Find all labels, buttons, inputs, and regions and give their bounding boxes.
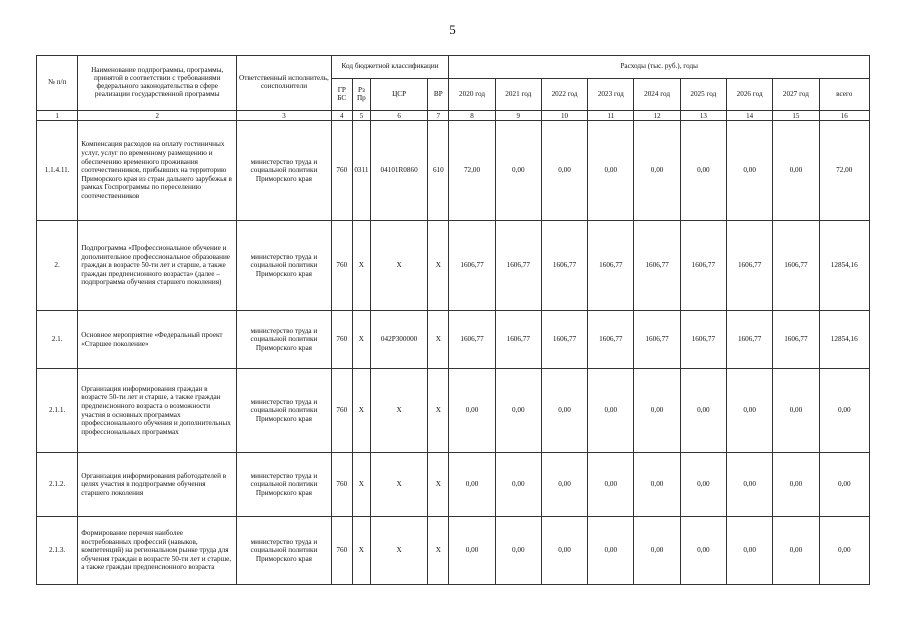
row-value: 0,00 — [449, 453, 495, 517]
row-value: 1606,77 — [634, 311, 680, 369]
row-num: 1.1.4.11. — [37, 121, 78, 221]
page-number: 5 — [449, 22, 456, 37]
row-csr: X — [370, 517, 427, 585]
row-vr: X — [428, 453, 449, 517]
row-value: 1606,77 — [541, 311, 587, 369]
row-grbs: 760 — [331, 121, 352, 221]
row-value: 12854,16 — [819, 221, 869, 311]
row-value: 0,00 — [634, 517, 680, 585]
row-vr: X — [428, 221, 449, 311]
row-value: 0,00 — [726, 369, 772, 453]
row-value: 0,00 — [541, 121, 587, 221]
row-executor: министерство труда и социальной политики Приморского края — [237, 369, 332, 453]
row-value: 0,00 — [541, 517, 587, 585]
column-number: 6 — [370, 111, 427, 121]
header-expenses: Расходы (тыс. руб.), годы — [449, 56, 870, 79]
row-value: 0,00 — [495, 121, 541, 221]
row-executor: министерство труда и социальной политики Приморского края — [237, 121, 332, 221]
column-number: 13 — [680, 111, 726, 121]
row-vr: 610 — [428, 121, 449, 221]
column-number: 16 — [819, 111, 869, 121]
row-num: 2.1.3. — [37, 517, 78, 585]
column-number: 11 — [588, 111, 634, 121]
row-name: Формирование перечня наиболее востребованных профессий (навыков, компетенций) на региональном рынке труда для обучения граждан в возрасте 50-ти лет и старше, а также граждан предпенсионного возраста — [78, 517, 237, 585]
row-value: 12854,16 — [819, 311, 869, 369]
row-name: Организация информирования работодателей в целях участия в подпрограмме обучения старшего поколения — [78, 453, 237, 517]
header-year: 2024 год — [634, 79, 680, 111]
row-value: 1606,77 — [773, 221, 819, 311]
row-value: 0,00 — [634, 121, 680, 221]
row-csr: 04101R0860 — [370, 121, 427, 221]
row-value: 1606,77 — [541, 221, 587, 311]
header-year: 2023 год — [588, 79, 634, 111]
row-grbs: 760 — [331, 517, 352, 585]
header-year: 2021 год — [495, 79, 541, 111]
row-value: 0,00 — [773, 369, 819, 453]
row-grbs: 760 — [331, 311, 352, 369]
row-value: 0,00 — [726, 517, 772, 585]
row-value: 0,00 — [541, 369, 587, 453]
column-number: 8 — [449, 111, 495, 121]
row-value: 0,00 — [588, 121, 634, 221]
table-row — [37, 453, 870, 517]
row-executor: министерство труда и социальной политики Приморского края — [237, 453, 332, 517]
table-row — [37, 311, 870, 369]
row-value: 1606,77 — [726, 221, 772, 311]
header-year: 2022 год — [541, 79, 587, 111]
column-number: 10 — [541, 111, 587, 121]
table-row — [37, 121, 870, 221]
row-value: 1606,77 — [495, 221, 541, 311]
row-value: 72,00 — [819, 121, 869, 221]
column-number: 3 — [237, 111, 332, 121]
header-budget-code: Код бюджетной классификации — [331, 56, 449, 79]
row-value: 0,00 — [726, 121, 772, 221]
row-value: 1606,77 — [634, 221, 680, 311]
row-value: 0,00 — [680, 517, 726, 585]
header-year: 2026 год — [726, 79, 772, 111]
row-value: 0,00 — [680, 453, 726, 517]
header-year: 2020 год — [449, 79, 495, 111]
row-csr: X — [370, 369, 427, 453]
row-value: 0,00 — [819, 517, 869, 585]
column-number: 7 — [428, 111, 449, 121]
row-num: 2. — [37, 221, 78, 311]
header-vr: ВР — [428, 79, 449, 111]
row-vr: X — [428, 369, 449, 453]
header-year: 2027 год — [773, 79, 819, 111]
table-row — [37, 517, 870, 585]
row-rzpr: X — [352, 517, 370, 585]
column-number: 9 — [495, 111, 541, 121]
table-row — [37, 369, 870, 453]
row-value: 1606,77 — [773, 311, 819, 369]
row-csr: 042P300000 — [370, 311, 427, 369]
row-value: 0,00 — [819, 453, 869, 517]
budget-table — [36, 55, 870, 585]
row-value: 0,00 — [680, 121, 726, 221]
row-name: Основное мероприятие «Федеральный проект «Старшее поколение» — [78, 311, 237, 369]
row-value: 0,00 — [449, 517, 495, 585]
header-num: № п/п — [37, 56, 78, 111]
row-value: 1606,77 — [588, 221, 634, 311]
row-executor: министерство труда и социальной политики Приморского края — [237, 311, 332, 369]
row-csr: X — [370, 453, 427, 517]
table-row — [37, 221, 870, 311]
column-number: 4 — [331, 111, 352, 121]
row-value: 0,00 — [541, 453, 587, 517]
row-vr: X — [428, 311, 449, 369]
row-value: 1606,77 — [680, 221, 726, 311]
row-executor: министерство труда и социальной политики Приморского края — [237, 221, 332, 311]
row-rzpr: X — [352, 311, 370, 369]
row-value: 1606,77 — [495, 311, 541, 369]
row-csr: X — [370, 221, 427, 311]
row-num: 2.1. — [37, 311, 78, 369]
header-name: Наименование подпрограммы, программы, принятой в соответствии с требованиями федерального законодательства в сфере реализации государственной программы — [78, 56, 237, 111]
row-value: 0,00 — [634, 453, 680, 517]
header-csr: ЦСР — [370, 79, 427, 111]
column-number: 1 — [37, 111, 78, 121]
row-value: 0,00 — [819, 369, 869, 453]
row-value: 0,00 — [588, 517, 634, 585]
row-rzpr: 0311 — [352, 121, 370, 221]
row-grbs: 760 — [331, 453, 352, 517]
row-name: Подпрограмма «Профессиональное обучение и дополнительное профессиональное образование граждан в возрасте 50-ти лет и старше, а также граждан предпенсионного возраста» (далее – подпрограмма обучения старшего поколения) — [78, 221, 237, 311]
row-value: 1606,77 — [588, 311, 634, 369]
row-rzpr: X — [352, 221, 370, 311]
row-num: 2.1.1. — [37, 369, 78, 453]
row-value: 0,00 — [495, 453, 541, 517]
row-value: 0,00 — [634, 369, 680, 453]
row-rzpr: X — [352, 369, 370, 453]
row-value: 1606,77 — [726, 311, 772, 369]
header-year: 2025 год — [680, 79, 726, 111]
row-rzpr: X — [352, 453, 370, 517]
row-value: 0,00 — [726, 453, 772, 517]
row-grbs: 760 — [331, 221, 352, 311]
header-year: всего — [819, 79, 869, 111]
row-num: 2.1.2. — [37, 453, 78, 517]
row-value: 0,00 — [773, 121, 819, 221]
row-value: 0,00 — [588, 453, 634, 517]
row-name: Организация информирования граждан в возрасте 50-ти лет и старше, а также граждан предпенсионного возраста о возможности участия в основных программах профессионального обучения и дополнительных профессиональных программах — [78, 369, 237, 453]
header-executor: Ответственный исполнитель, соисполнители — [237, 56, 332, 111]
header-grbs: ГР БС — [331, 79, 352, 111]
row-value: 0,00 — [773, 453, 819, 517]
column-number: 5 — [352, 111, 370, 121]
row-value: 0,00 — [773, 517, 819, 585]
column-number: 15 — [773, 111, 819, 121]
row-value: 1606,77 — [449, 221, 495, 311]
row-name: Компенсация расходов на оплату гостиничных услуг, услуг по временному размещению и обеспечению временного проживания соотечественников, прибывших на территорию Приморского края из стран дальнего зарубежья в рамках Госпрограммы по переселению соотечественников — [78, 121, 237, 221]
header-rzpr: Рз Пр — [352, 79, 370, 111]
row-value: 72,00 — [449, 121, 495, 221]
row-value: 1606,77 — [449, 311, 495, 369]
column-number: 14 — [726, 111, 772, 121]
row-value: 0,00 — [495, 369, 541, 453]
row-value: 0,00 — [588, 369, 634, 453]
row-value: 1606,77 — [680, 311, 726, 369]
row-executor: министерство труда и социальной политики Приморского края — [237, 517, 332, 585]
column-number: 12 — [634, 111, 680, 121]
row-value: 0,00 — [495, 517, 541, 585]
row-vr: X — [428, 517, 449, 585]
row-value: 0,00 — [449, 369, 495, 453]
row-grbs: 760 — [331, 369, 352, 453]
row-value: 0,00 — [680, 369, 726, 453]
column-number: 2 — [78, 111, 237, 121]
